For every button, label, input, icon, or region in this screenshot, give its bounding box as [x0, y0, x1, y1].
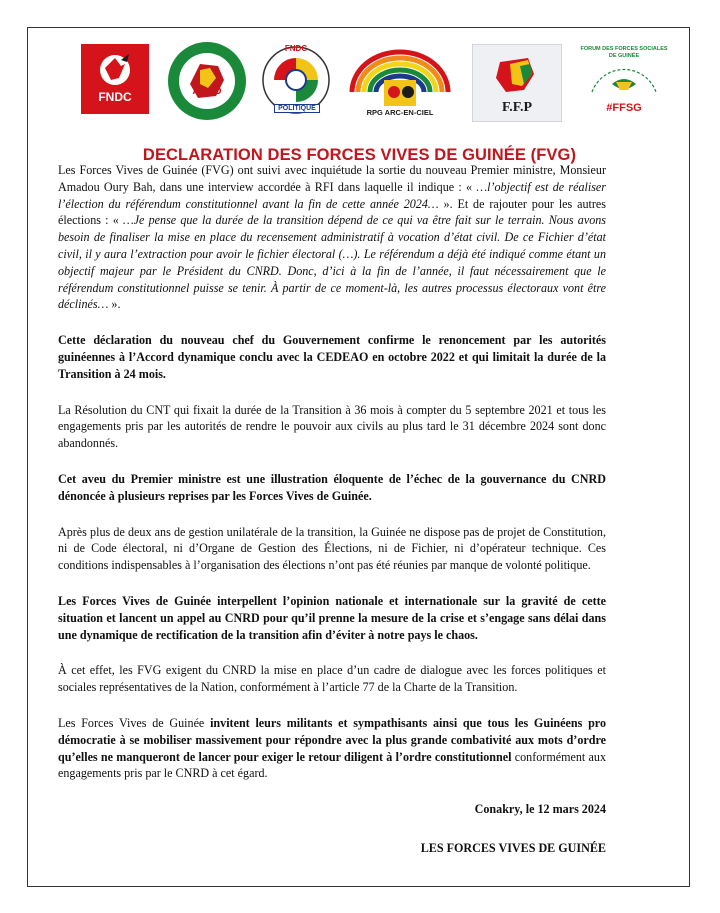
fndc-politique-logo	[258, 42, 334, 120]
p1-quote-1: …l’objectif est de réaliser l’élection du référendum constitutionnel avant la fin de cette année 2024…	[58, 179, 607, 211]
paragraph-5: Après plus de deux ans de gestion unilatérale de la transition, la Guinée ne dispose pas de projet de Constitution, ni de Code électoral, ni d’Organe de Gestion des Élections, ni de Fichier, ni d’opérateur technique. Ces conditions indispensables à l’organisation des élections n’ont pas été réunies par manque de volonté politique.	[58, 524, 606, 573]
p1-quote-2: …Je pense que la durée de la transition dépend de ce qui va être fait sur le terrain. Nous avons besoin de finaliser la mise en place du recensement administratif à vocation d’état civil. De ce Fichier d’état civil, il y aura l’extraction pour avoir le fichier électoral (…). Le référendum a déjà été indiqué comme étant un objectif majeur par le Président du CNRD. Donc, d’ici à la fin de l’année, il faut nécessairement que le référendum constitutionnel puisse se tenir. À partir de ce moment-là, les autres processus électoraux vont être déclinés…	[58, 213, 606, 312]
logos-row	[28, 36, 691, 136]
fndc2-bottom-label: POLITIQUE	[274, 104, 320, 113]
p1-text-e: ».	[108, 297, 121, 312]
ffsg-ring-label: FORUM DES FORCES SOCIALES DE GUINÉE	[580, 46, 668, 59]
ffsg-logo	[580, 40, 668, 124]
p8-text-b: invitent leurs militants et sympathisants ainsi que tous les Guinéens pro démocratie à se mobiliser massivement pour répondre avec la plus grande combativité aux mots d’ordre qu’elles ne manqueront de lancer pour exiger le retour diligent à l’ordre constitutionnel	[58, 715, 606, 764]
signature: LES FORCES VIVES DE GUINÉE	[420, 840, 606, 855]
document-body	[58, 162, 606, 857]
fndc-logo	[81, 44, 149, 114]
anad-logo-label: ANAD	[192, 86, 222, 97]
paragraph-8	[58, 715, 606, 782]
p8-text-a: Les Forces Vives de Guinée	[58, 715, 211, 730]
p1-text-a: Les Forces Vives de Guinée (FVG) ont suivi avec inquiétude la sortie du nouveau Premier ministre, Monsieur Amadou Oury Bah, dans une interview accordée à RFI dans laquelle il indique : «	[58, 163, 606, 194]
p1-text-c: ». Et de rajouter pour les autres élections : «	[58, 196, 606, 228]
ffp-logo-label: F.F.P	[501, 100, 533, 115]
fndc-logo-label: FNDC	[98, 90, 132, 104]
paragraph-4: Cet aveu du Premier ministre est une illustration éloquente de l’échec de la gouvernance du CNRD dénoncée à plusieurs reprises par les Forces Vives de Guinée.	[58, 471, 606, 503]
ffsg-logo-label: #FFSG	[606, 102, 642, 114]
place-date: Conakry, le 12 mars 2024	[474, 802, 606, 817]
rpg-logo	[348, 42, 452, 122]
paragraph-6: Les Forces Vives de Guinée interpellent l’opinion nationale et internationale sur la gravité de cette situation et lancent un appel au CNRD pour qu’il prenne la mesure de la crise et s’engage sans délai dans une dynamique de rectification de la transition afin d’éviter à notre pays le chaos.	[58, 593, 606, 642]
paragraph-3: La Résolution du CNT qui fixait la durée de la Transition à 36 mois à compter du 5 septembre 2021 et tous les engagements pris par les autorités de rendre le pouvoir aux civils au plus tard le 31 décembre 2024 sont donc abandonnés.	[58, 402, 606, 451]
fndc2-top-label: FNDC	[284, 44, 308, 53]
document-title: DECLARATION DES FORCES VIVES DE GUINÉE (FVG)	[142, 146, 577, 164]
ffp-logo	[472, 44, 562, 122]
paragraph-1	[58, 162, 606, 313]
paragraph-2: Cette déclaration du nouveau chef du Gouvernement confirme le renoncement par les autorités guinéennes à l’Accord dynamique conclu avec la CEDEAO en octobre 2022 et qui limitait la durée de la Transition à 24 mois.	[58, 333, 606, 381]
anad-logo	[166, 40, 248, 122]
rpg-logo-label: RPG ARC-EN-CIEL	[366, 108, 434, 117]
p8-text-c: conformément aux engagements pris par le CNRD à cet égard.	[58, 749, 607, 781]
paragraph-7: À cet effet, les FVG exigent du CNRD la mise en place d’un cadre de dialogue avec les forces politiques et sociales représentatives de la Nation, conformément à l’article 77 de la Charte de la Transition.	[58, 663, 606, 695]
